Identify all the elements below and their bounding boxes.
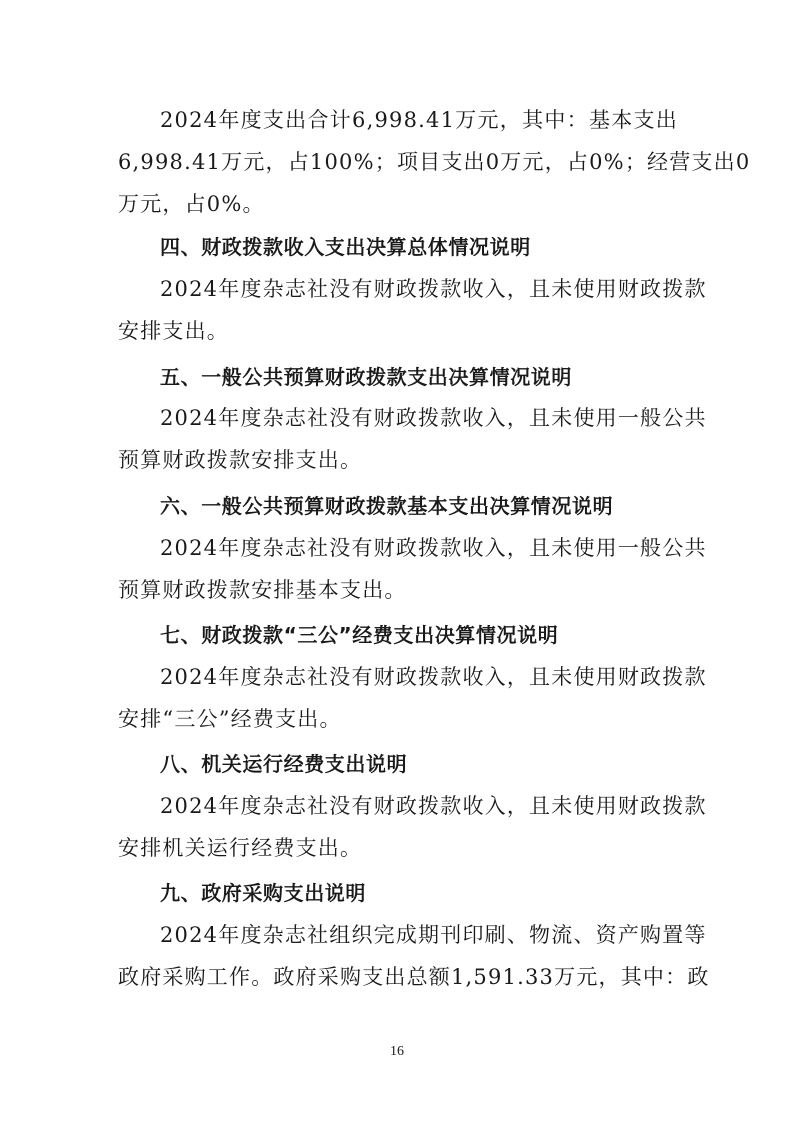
page-number: 16 [390,1044,404,1059]
paragraph-line: 2024年度杂志社没有财政拨款收入，且未使用财政拨款 [160,665,707,689]
section-heading: 八、机关运行经费支出说明 [160,752,408,776]
paragraph-line: 预算财政拨款安排基本支出。 [118,578,407,602]
paragraph-line: 万元，占0%。 [118,192,265,216]
paragraph-line: 预算财政拨款安排支出。 [118,448,363,472]
section-heading: 六、一般公共预算财政拨款基本支出决算情况说明 [160,494,614,518]
paragraph-line: 2024年度杂志社没有财政拨款收入，且未使用财政拨款 [160,277,707,301]
section-heading: 九、政府采购支出说明 [160,881,366,905]
paragraph-line: 6,998.41万元，占100%；项目支出0万元，占0%；经营支出0 [118,150,751,174]
paragraph-line: 安排“三公”经费支出。 [118,707,342,731]
paragraph-line: 2024年度杂志社没有财政拨款收入，且未使用一般公共 [160,536,707,560]
paragraph-line: 安排机关运行经费支出。 [118,836,363,860]
paragraph-line: 2024年度杂志社没有财政拨款收入，且未使用财政拨款 [160,794,707,818]
section-heading: 五、一般公共预算财政拨款支出决算情况说明 [160,365,572,389]
paragraph-line: 政府采购工作。政府采购支出总额1,591.33万元，其中：政 [118,965,710,989]
paragraph-line: 2024年度支出合计6,998.41万元，其中：基本支出 [160,108,678,132]
section-heading: 七、财政拨款“三公”经费支出决算情况说明 [160,623,559,647]
paragraph-line: 安排支出。 [118,319,229,343]
section-heading: 四、财政拨款收入支出决算总体情况说明 [160,235,531,259]
paragraph-line: 2024年度杂志社没有财政拨款收入，且未使用一般公共 [160,406,707,430]
paragraph-line: 2024年度杂志社组织完成期刊印刷、物流、资产购置等 [160,923,707,947]
